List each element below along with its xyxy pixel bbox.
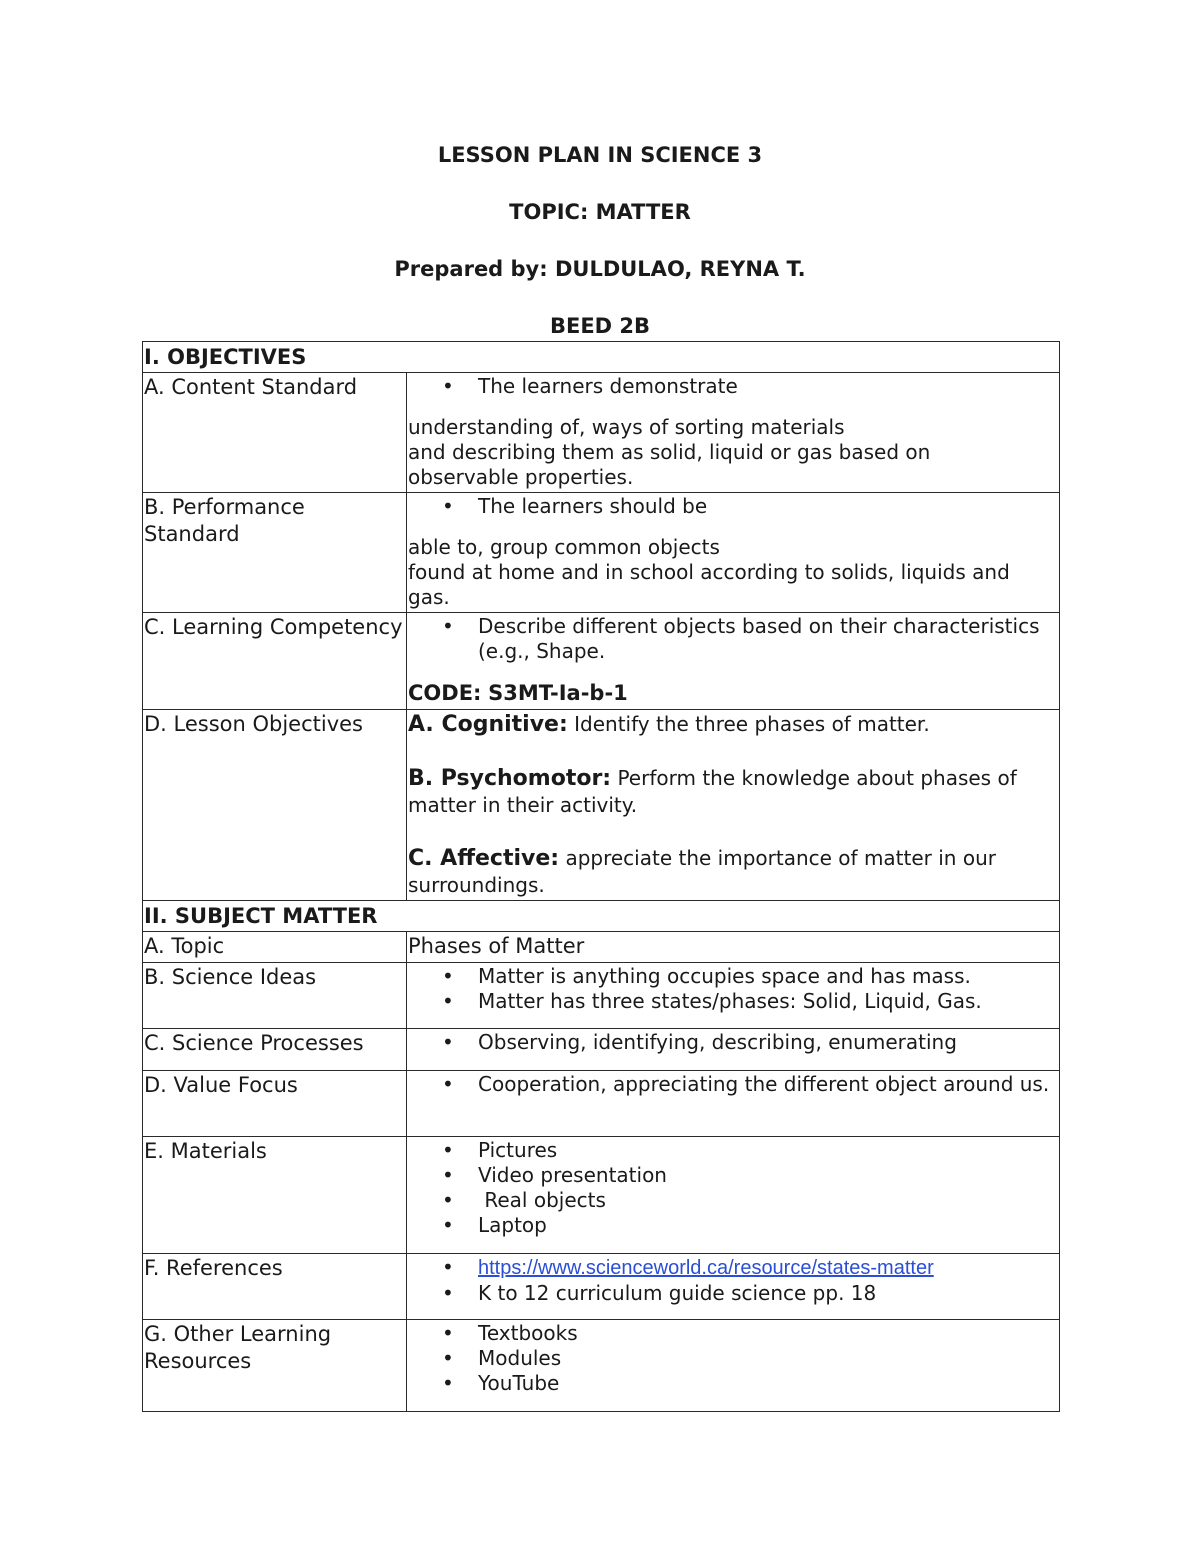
performance-standard-line: able to, group common objects [408, 535, 720, 559]
prepared-by-line: Prepared by: DULDULAO, REYNA T. [394, 257, 806, 281]
list-item: • Cooperation, appreciating the different object around us. [408, 1072, 1057, 1097]
list-item: • Describe different objects based on their characteristics (e.g., Shape. [408, 614, 1057, 664]
list-item: • Observing, identifying, describing, enumerating [408, 1030, 1057, 1055]
list-item: • K to 12 curriculum guide science pp. 18 [408, 1281, 1057, 1306]
objectives-heading: I. OBJECTIVES [143, 342, 1060, 373]
cognitive-key: A. Cognitive: [408, 712, 568, 737]
topic-value: Phases of Matter [407, 932, 1060, 963]
cognitive-objective [408, 711, 1057, 738]
cognitive-text: Identify the three phases of matter. [567, 712, 930, 736]
section-line: BEED 2B [549, 314, 651, 338]
topic-label: A. Topic [143, 932, 407, 963]
learning-competency-row [143, 613, 1060, 710]
learning-competency-cell [407, 613, 1060, 710]
science-processes-cell [407, 1029, 1060, 1071]
science-processes-label: C. Science Processes [143, 1029, 407, 1071]
competency-code [408, 680, 1057, 707]
lesson-objectives-row [143, 710, 1060, 901]
other-resources-row [143, 1320, 1060, 1412]
other-resources-label: G. Other Learning Resources [143, 1320, 407, 1412]
materials-label: E. Materials [143, 1137, 407, 1254]
list-item: • Matter has three states/phases: Solid, Liquid, Gas. [408, 989, 1057, 1014]
document-title: LESSON PLAN IN SCIENCE 3 [437, 143, 763, 167]
code-value: S3MT-Ia-b-1 [488, 681, 628, 705]
content-standard-row [143, 373, 1060, 493]
learning-competency-label: C. Learning Competency [143, 613, 407, 710]
content-standard-cell [407, 373, 1060, 493]
references-label: F. References [143, 1254, 407, 1320]
psychomotor-objective [408, 765, 1057, 818]
objectives-heading-row [143, 342, 1060, 373]
materials-cell [407, 1137, 1060, 1254]
materials-row [143, 1137, 1060, 1254]
list-item [408, 1255, 1057, 1281]
list-item: • Real objects [408, 1188, 1057, 1213]
list-item: • Pictures [408, 1138, 1057, 1163]
references-cell [407, 1254, 1060, 1320]
list-item: • YouTube [408, 1371, 1057, 1396]
science-processes-row [143, 1029, 1060, 1071]
performance-standard-row [143, 493, 1060, 613]
content-standard-label: A. Content Standard [143, 373, 407, 493]
references-row [143, 1254, 1060, 1320]
list-item: • Modules [408, 1346, 1057, 1371]
list-item: • The learners should be [408, 494, 1057, 519]
value-focus-cell [407, 1071, 1060, 1137]
affective-key: C. Affective: [408, 846, 560, 871]
content-standard-line: understanding of, ways of sorting materials [408, 415, 845, 439]
affective-objective [408, 845, 1057, 898]
list-item: • Textbooks [408, 1321, 1057, 1346]
psychomotor-key: B. Psychomotor: [408, 766, 612, 791]
content-standard-line: and describing them as solid, liquid or gas based on [408, 440, 931, 464]
topic-row [143, 932, 1060, 963]
science-ideas-cell [407, 963, 1060, 1029]
code-label: CODE: [408, 681, 482, 705]
content-standard-line: observable properties. [408, 465, 634, 489]
affective-text: appreciate the importance of matter in our surroundings. [408, 846, 996, 897]
topic-line: TOPIC: MATTER [509, 200, 691, 224]
list-item: • Matter is anything occupies space and has mass. [408, 964, 1057, 989]
lesson-plan-table [142, 341, 1060, 1412]
performance-standard-label: B. Performance Standard [143, 493, 407, 613]
list-item: • Video presentation [408, 1163, 1057, 1188]
performance-standard-cell [407, 493, 1060, 613]
lesson-objectives-cell [407, 710, 1060, 901]
subject-matter-heading: II. SUBJECT MATTER [143, 901, 1060, 932]
science-ideas-row [143, 963, 1060, 1029]
list-item: • Laptop [408, 1213, 1057, 1238]
subject-matter-heading-row [143, 901, 1060, 932]
reference-link[interactable]: https://www.scienceworld.ca/resource/states-matter [478, 1257, 934, 1279]
value-focus-label: D. Value Focus [143, 1071, 407, 1137]
lesson-objectives-label: D. Lesson Objectives [143, 710, 407, 901]
value-focus-row [143, 1071, 1060, 1137]
performance-standard-line: gas. [408, 585, 450, 609]
list-item: • The learners demonstrate [408, 374, 1057, 399]
performance-standard-line: found at home and in school according to solids, liquids and [408, 560, 1010, 584]
other-resources-cell [407, 1320, 1060, 1412]
psychomotor-text: Perform the knowledge about phases of matter in their activity. [408, 766, 1017, 817]
science-ideas-label: B. Science Ideas [143, 963, 407, 1029]
